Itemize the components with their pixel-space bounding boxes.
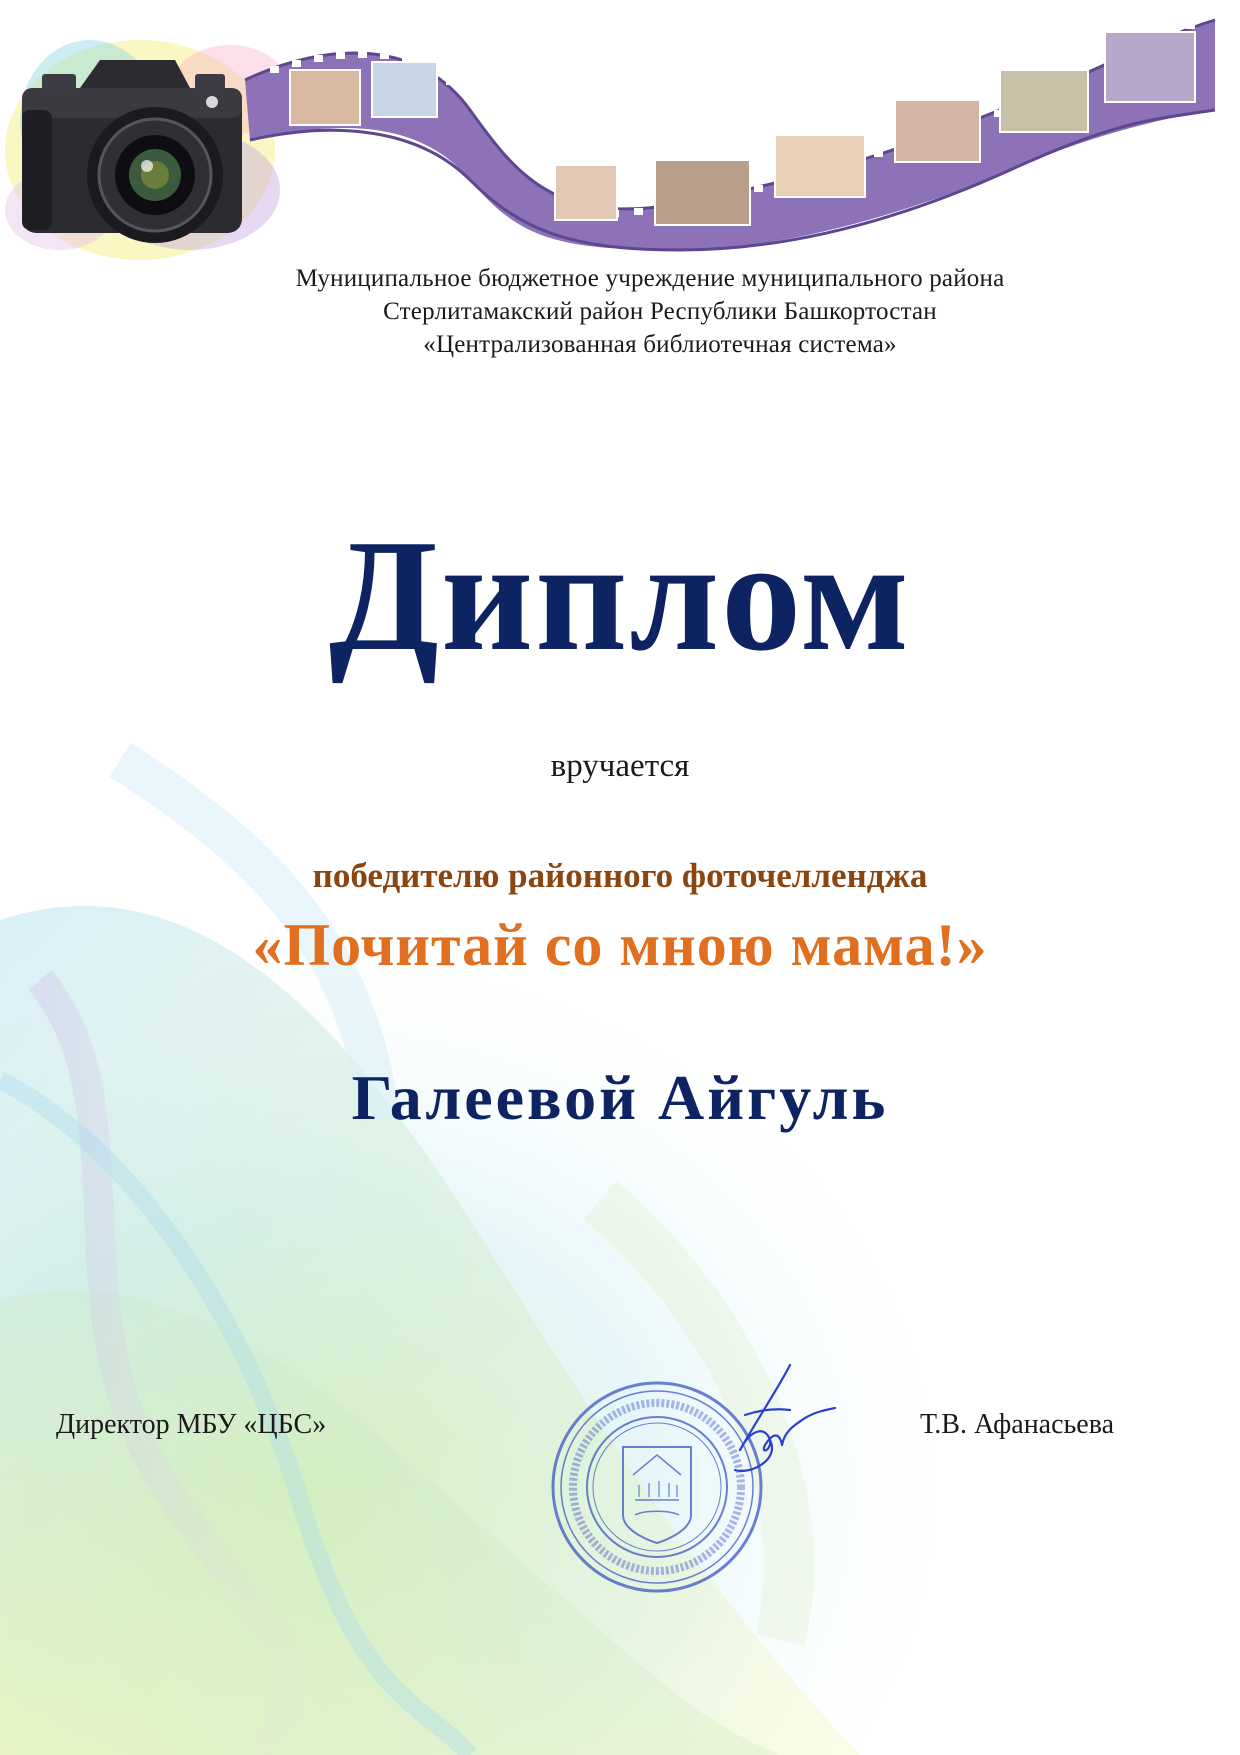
winner-line: победителю районного фоточелленджа (312, 856, 928, 895)
diploma-title: Диплом (328, 506, 912, 684)
handwritten-signature (720, 1360, 840, 1490)
recipient-name: Галеевой Айгуль (351, 1062, 889, 1133)
signer-name: Т.В. Афанасьева (920, 1409, 1115, 1440)
org-line-2: Стерлитамакский район Республики Башкортостан (383, 298, 937, 325)
signer-position: Директор МБУ «ЦБС» (56, 1409, 327, 1440)
challenge-name: «Почитай со мною мама!» (252, 912, 988, 978)
awarded-text: вручается (550, 748, 690, 784)
org-line-3: «Централизованная библиотечная система» (423, 331, 897, 358)
org-line-1: Муниципальное бюджетное учреждение муниципального района (295, 265, 1005, 292)
